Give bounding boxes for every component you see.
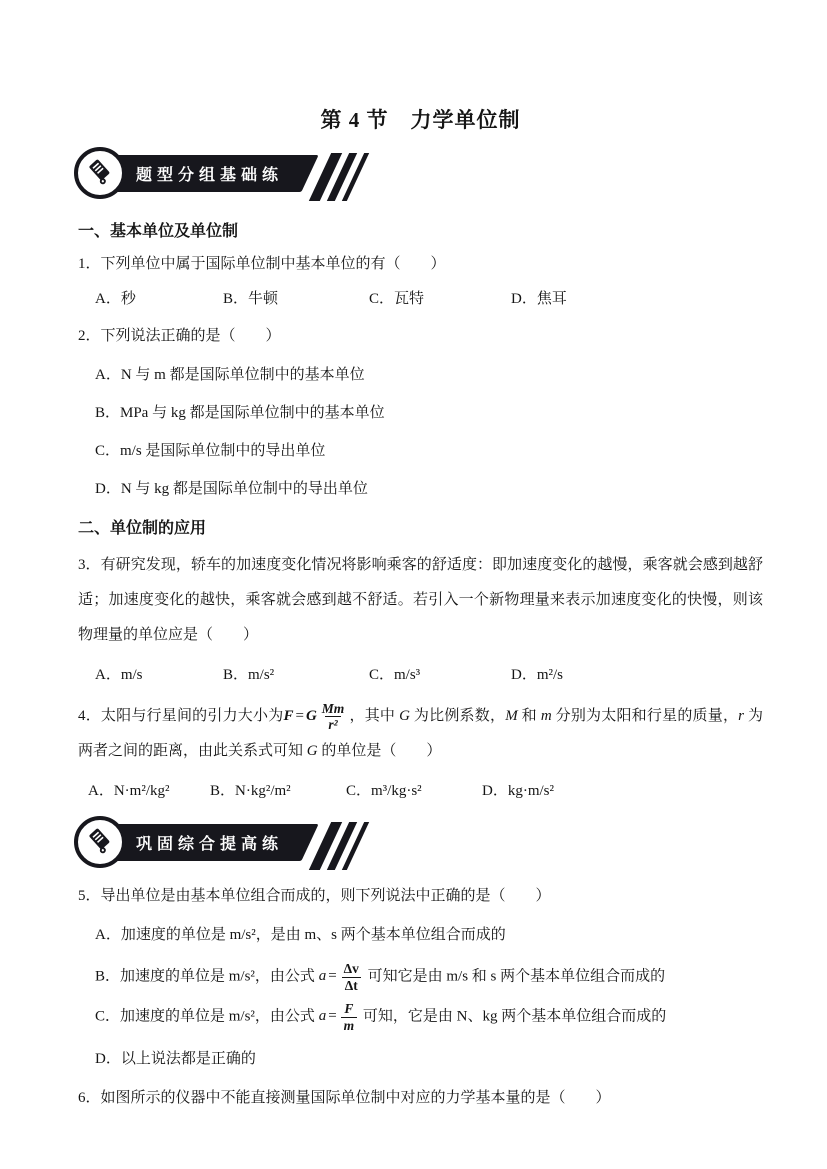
option-c-post: 可知，它是由 N、kg 两个基本单位组合而成的: [359, 1008, 667, 1025]
banner-badge: [74, 816, 126, 868]
formula-var: a: [318, 1008, 327, 1025]
banner-label: 题型分组基础练: [136, 167, 284, 184]
formula-coefficient: G: [305, 708, 317, 724]
formula-fraction: [319, 701, 348, 733]
question-1-stem: 1．下列单位中属于国际单位制中基本单位的有（ ）: [78, 256, 446, 272]
question-6-stem: 6．如图所示的仪器中不能直接测量国际单位制中对应的力学基本量的是（ ）: [78, 1090, 611, 1107]
equals-sign: =: [295, 708, 304, 724]
question-2-stem: 2．下列说法正确的是（ ）: [78, 328, 281, 344]
option-b-pre: B．加速度的单位是 m/s²，由公式: [95, 968, 319, 985]
option-a: A．N·m²/kg²: [88, 783, 170, 799]
option-b: B．m/s²: [223, 667, 275, 683]
banner-label: 巩固综合提高练: [136, 836, 284, 853]
banner-badge: [74, 147, 126, 199]
option-b: [78, 961, 763, 993]
option-a: A．N 与 m 都是国际单位制中的基本单位: [95, 367, 365, 383]
question-4-stem-pre: 4．太阳与行星间的引力大小为: [78, 708, 284, 724]
acceleration-formula-f-m: [318, 1001, 359, 1033]
formula-lhs: F: [283, 708, 294, 724]
formula-fraction: [341, 1001, 358, 1033]
question-4-stem-post: ，其中 G 为比例系数，M 和 m 分别为太阳和行星的质量，r 为两者之间的距离，由此关系式可知 G 的单位是（ ）: [78, 708, 763, 759]
question-4-options: [78, 779, 763, 803]
option-d: D．N 与 kg 都是国际单位制中的导出单位: [95, 481, 368, 497]
option-d: D．以上说法都是正确的: [95, 1051, 256, 1068]
equals-sign: =: [328, 1008, 337, 1025]
page-title: 第 4 节 力学单位制: [320, 108, 521, 132]
option-a: A．m/s: [95, 667, 143, 683]
option-b-post: 可知它是由 m/s 和 s 两个基本单位组合而成的: [363, 968, 666, 985]
fraction-numerator: F: [344, 1001, 354, 1017]
fraction-denominator: m: [341, 1017, 358, 1034]
option-d: D．m²/s: [511, 667, 564, 683]
question-3-options: [78, 663, 763, 687]
fraction-denominator: Δt: [342, 977, 361, 994]
option-c: C．m/s³: [369, 667, 421, 683]
option-a: A．加速度的单位是 m/s²，是由 m、s 两个基本单位组合而成的: [95, 927, 506, 943]
question-5-stem: 5．导出单位是由基本单位组合而成的，则下列说法中正确的是（ ）: [78, 888, 551, 904]
option-b: B．N·kg²/m²: [210, 783, 291, 799]
option-a: A．秒: [95, 291, 136, 307]
option-c: C．m/s 是国际单位制中的导出单位: [95, 443, 326, 459]
scroll-pen-icon: [85, 825, 115, 860]
fraction-denominator: r²: [325, 716, 340, 733]
equals-sign: =: [328, 968, 337, 985]
fraction-numerator: Mm: [321, 700, 345, 716]
question-5-options: [78, 923, 763, 1071]
option-c: C．m³/kg·s²: [346, 783, 422, 799]
option-b: B．牛顿: [223, 291, 279, 307]
question-2-options: [78, 363, 763, 501]
scroll-pen-icon: [85, 156, 115, 191]
option-d: D．焦耳: [511, 291, 567, 307]
option-b: B．MPa 与 kg 都是国际单位制中的基本单位: [95, 405, 385, 421]
banner-basic-practice: [74, 146, 404, 204]
section-heading-basic-units: 一、基本单位及单位制: [78, 223, 239, 240]
option-c: [78, 1001, 763, 1033]
fraction-numerator: Δv: [343, 961, 359, 976]
gravity-formula: [283, 700, 349, 733]
banner-advanced-practice: [74, 815, 404, 873]
option-c: C．瓦特: [369, 291, 425, 307]
formula-var: a: [318, 968, 327, 985]
formula-fraction: [341, 961, 362, 993]
section-heading-unit-system-application: 二、单位制的应用: [78, 520, 207, 537]
option-d: D．kg·m/s²: [482, 783, 554, 799]
question-1-options: [78, 287, 763, 311]
option-c-pre: C．加速度的单位是 m/s²，由公式: [95, 1008, 319, 1025]
question-3-stem: 3．有研究发现，轿车的加速度变化情况将影响乘客的舒适度：即加速度变化的越慢，乘客就会感到越舒适；加速度变化的越快，乘客就会感到越不舒适。若引入一个新物理量来表示加速度变化的快慢，则该物理量的单位应是（ ）: [78, 557, 763, 643]
question-4-stem: [78, 699, 763, 769]
